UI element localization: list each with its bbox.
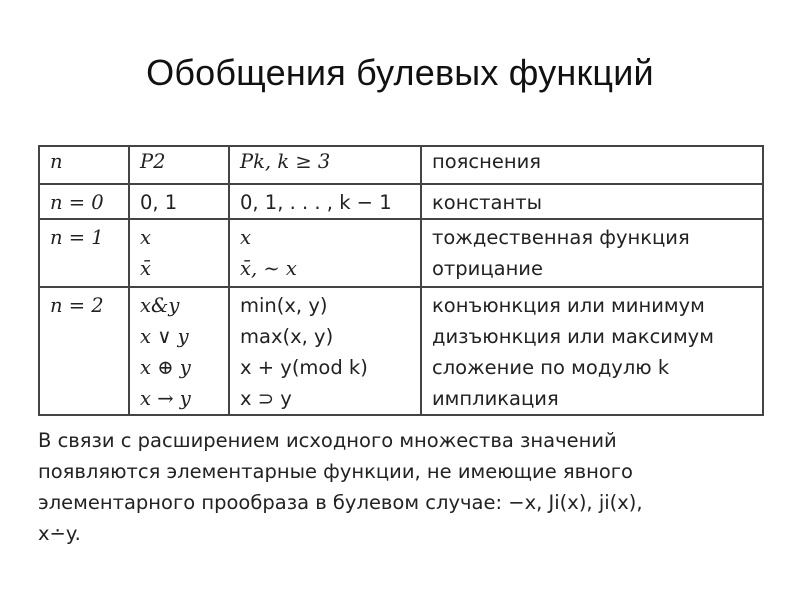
note-value: импликация: [432, 387, 559, 410]
footnote-line: появляются элементарные функции, не имеющие явного: [38, 460, 633, 483]
cell-note: [421, 184, 763, 219]
cell-pk: [229, 287, 421, 415]
pk-value: max(x, y): [240, 325, 334, 348]
note-value: конъюнкция или минимум: [432, 294, 705, 317]
pk-value: x ⊃ y: [240, 387, 292, 410]
note-value: сложение по модулю k: [432, 356, 670, 379]
footnote-line: x∸y.: [38, 522, 81, 545]
cell-p2: [129, 184, 229, 219]
table-header-row: [39, 146, 763, 184]
table-row-group-n1: [39, 219, 763, 287]
cell-n: [39, 287, 129, 415]
cell-pk: [229, 184, 421, 219]
slide-title: Обобщения булевых функций: [146, 52, 654, 93]
pk-value: min(x, y): [240, 294, 328, 317]
p2-value: x ⊕ y: [140, 356, 191, 379]
cell-p2: [129, 287, 229, 415]
functions-table: [38, 145, 764, 416]
p2-value: x̄: [140, 257, 151, 280]
footnote-paragraph: [38, 425, 768, 549]
pk-value: 0, 1, . . . , k − 1: [240, 191, 392, 214]
note-value: отрицание: [432, 257, 543, 280]
cell-note: [421, 287, 763, 415]
pk-value: x + y(mod k): [240, 356, 368, 379]
cell-note: [421, 219, 763, 287]
header-notes: пояснения: [421, 146, 763, 184]
p2-value: x&y: [140, 294, 180, 317]
footnote-line: элементарного прообраза в булевом случае: −x, Ji(x), ji(x),: [38, 491, 643, 514]
cell-pk: [229, 219, 421, 287]
footnote-line: В связи с расширением исходного множества значений: [38, 429, 617, 452]
n-value: n = 1: [50, 226, 104, 249]
p2-value: x: [140, 226, 151, 249]
pk-value: x: [240, 226, 251, 249]
note-value: константы: [432, 191, 542, 214]
table-row-group-n0: [39, 184, 763, 219]
note-value: тождественная функция: [432, 226, 690, 249]
header-n: n: [39, 146, 129, 184]
p2-value: x ∨ y: [140, 325, 189, 348]
table-row-group-n2: [39, 287, 763, 415]
cell-p2: [129, 219, 229, 287]
note-value: дизъюнкция или максимум: [432, 325, 714, 348]
n-value: n = 0: [50, 191, 104, 214]
p2-value: 0, 1: [140, 191, 178, 214]
n-value: n = 2: [50, 294, 104, 317]
header-p2: P2: [129, 146, 229, 184]
cell-n: [39, 184, 129, 219]
cell-n: [39, 219, 129, 287]
p2-value: x → y: [140, 387, 191, 410]
header-pk: Pk, k ≥ 3: [229, 146, 421, 184]
pk-value: x̄, ∼ x: [240, 257, 297, 280]
